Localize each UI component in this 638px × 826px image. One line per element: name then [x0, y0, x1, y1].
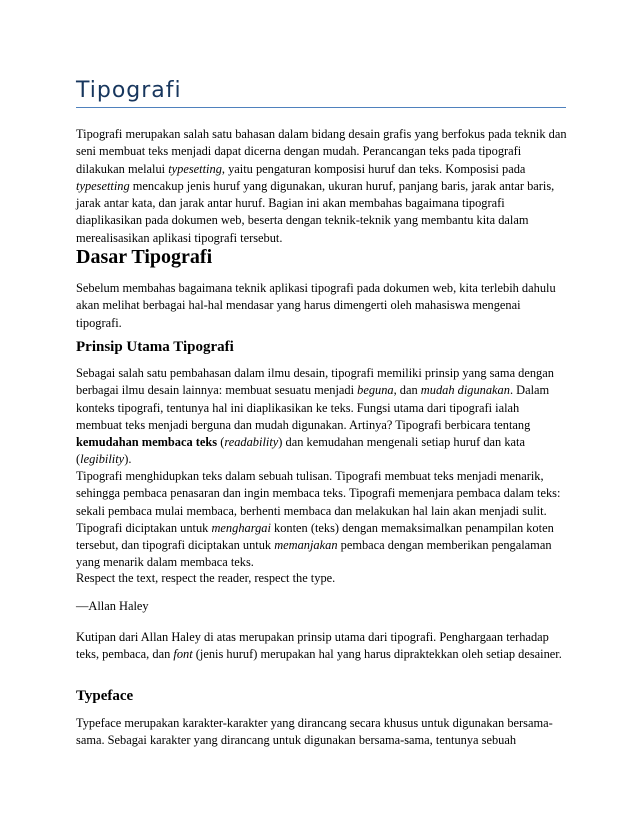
typeface-paragraph: Typeface merupakan karakter-karakter yang dirancang secara khusus untuk digunakan bersama-sama. Sebagai karakter yang dirancang untuk digunakan bersama-sama, tentunya sebuah — [76, 716, 553, 748]
paragraph-emphasis: mudah digunakan — [420, 383, 510, 398]
intro-paragraph — [76, 126, 568, 247]
paragraph-text: (jenis huruf) merupakan hal yang harus dipraktekkan oleh setiap desainer. — [192, 647, 562, 662]
paragraph-text: ). — [124, 452, 132, 467]
paragraph-text: Kutipan dari Allan Haley di atas merupakan prinsip utama dari tipografi. Penghargaan terhadap teks, pembaca, dan — [76, 630, 549, 662]
prinsip-paragraph-2 — [76, 468, 568, 572]
paragraph-text: konten (teks) dengan memaksimalkan penampilan koten tersebut, dan tipografi diciptakan untuk — [76, 520, 554, 553]
paragraph-emphasis: memanjakan — [274, 538, 338, 553]
paragraph-text: , dan — [393, 383, 421, 398]
quote-attribution: —Allan Haley — [76, 599, 149, 613]
intro-emphasis: typesetting — [168, 161, 222, 176]
paragraph-text: ( — [217, 435, 225, 450]
heading-prinsip-utama: Prinsip Utama Tipografi — [76, 339, 234, 355]
paragraph-emphasis: font — [173, 647, 193, 662]
paragraph-text: ) dan kemudahan mengenali setiap huruf dan kata ( — [76, 435, 525, 467]
intro-emphasis: typesetting — [76, 178, 130, 193]
heading-dasar-tipografi: Dasar Tipografi — [76, 246, 213, 268]
paragraph-emphasis: legibility — [80, 452, 125, 467]
paragraph-text: Sebagai salah satu pembahasan dalam ilmu desain, tipografi memiliki prinsip yang sama dengan berbagai ilmu desain lainnya: membuat sesuatu menjadi — [76, 366, 554, 398]
quote: Respect the text, respect the reader, respect the type. — [76, 571, 336, 585]
prinsip-paragraph-3 — [76, 629, 568, 664]
dasar-paragraph: Sebelum membahas bagaimana teknik aplikasi tipografi pada dokumen web, kita terlebih dahulu akan melihat berbagai hal-hal mendasar yang harus dimengerti oleh mahasiswa mengenai tipografi. — [76, 281, 556, 330]
paragraph-text: Tipografi menghidupkan teks dalam sebuah tulisan. Tipografi membuat teks menjadi menarik, sehingga pembaca penasaran dan ingin membaca teks. Tipografi memenjara pembaca dalam teks: sekali pembaca mulai membaca, berhenti membaca dan melakukan hal lain akan menjadi sulit. Tipografi diciptakan untuk — [76, 469, 561, 535]
intro-text: , yaitu pengaturan komposisi huruf dan teks. Komposisi pada — [221, 161, 526, 176]
paragraph-strong: kemudahan membaca teks — [76, 435, 218, 450]
paragraph-text: . Dalam konteks tipografi, tentunya hal ini diaplikasikan ke teks. Fungsi utama dari tipografi ialah membuat teks menjadi berguna dan mudah digunakan. Artinya? Tipografi berbicara tentang — [76, 383, 550, 432]
prinsip-paragraph-1 — [76, 365, 568, 469]
intro-text: mencakup jenis huruf yang digunakan, ukuran huruf, panjang baris, jarak antar baris, jarak antar kata, dan jarak antar huruf. Bagian ini akan membahas bagaimana tipografi diaplikasikan pada dokumen web, beserta dengan teknik-teknik yang membantu kita dalam merealisasikan aplikasi tipografi tersebut. — [76, 178, 555, 245]
paragraph-text: pembaca dengan memberikan pengalaman yang menarik dalam membaca teks. — [76, 538, 552, 570]
paragraph-emphasis: readability — [224, 435, 279, 450]
paragraph-emphasis: beguna — [357, 383, 394, 398]
document-title: Tipografi — [76, 78, 566, 108]
heading-typeface: Typeface — [76, 688, 134, 704]
paragraph-emphasis: menghargai — [211, 520, 271, 535]
intro-text: Tipografi merupakan salah satu bahasan dalam bidang desain grafis yang berfokus pada teknik dan seni membuat teks menjadi dapat dicerna dengan mudah. Perancangan teks pada tipografi dilakukan melalui — [76, 127, 567, 176]
